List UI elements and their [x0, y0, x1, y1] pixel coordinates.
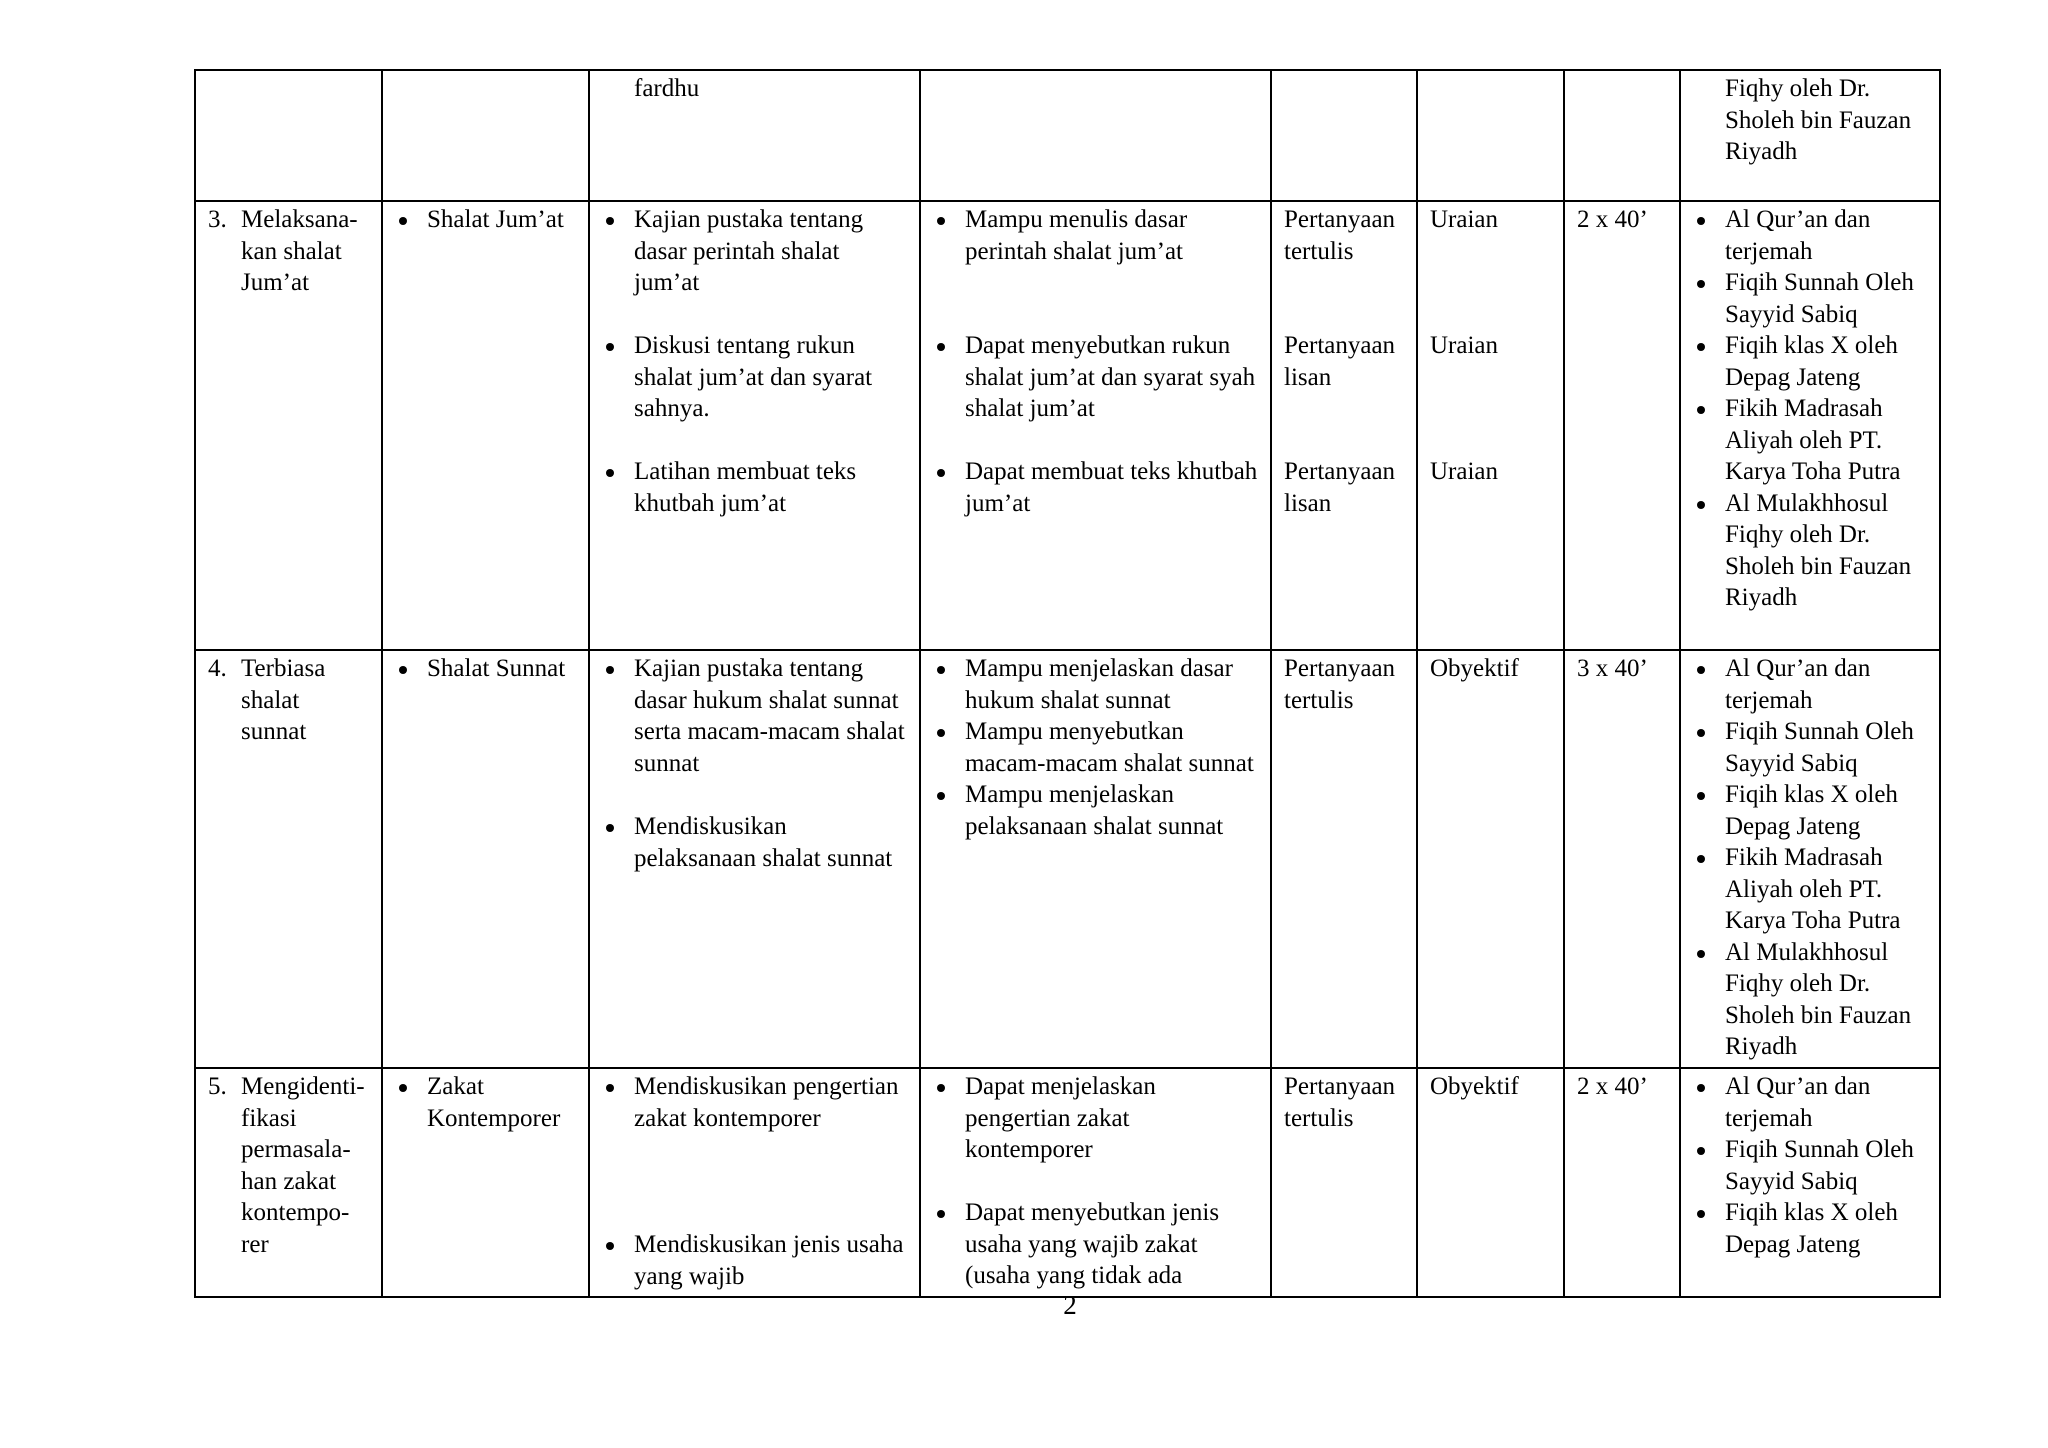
bentuk-item: Uraian: [1430, 332, 1499, 359]
cell-materi: [382, 201, 589, 650]
cell-waktu: [1564, 1068, 1680, 1297]
bentuk-item: Obyektif: [1430, 1073, 1519, 1100]
page-number: 2: [1063, 1290, 1077, 1320]
cell-empty: [1564, 70, 1680, 201]
teknik-item: Pertanyaan lisan: [1284, 458, 1396, 517]
sumber-item: Al Qur’an dan terjemah: [1693, 653, 1927, 716]
teknik-item: Pertanyaan tertulis: [1284, 1073, 1396, 1132]
kompetensi-text: Terbiasa shalat sunnat: [241, 655, 326, 745]
kegiatan-item: Latihan membuat teks khutbah jum’at: [602, 456, 907, 519]
indikator-item: Dapat menjelaskan pengertian zakat kontemporer: [933, 1071, 1258, 1197]
sumber-item: Al Mulakhhosul Fiqhy oleh Dr. Sholeh bin Fauzan Riyadh: [1693, 937, 1927, 1063]
kompetensi-text: Mengidenti-fikasi permasala-han zakat kontempo-rer: [241, 1073, 365, 1258]
syllabus-table: [194, 69, 1941, 1298]
materi-item: Shalat Sunnat: [395, 653, 576, 685]
indikator-item: Mampu menjelaskan dasar hukum shalat sunnat: [933, 653, 1258, 716]
cell-kompetensi: [195, 201, 382, 650]
cell-empty: [920, 70, 1271, 201]
cell-kompetensi: [195, 1068, 382, 1297]
bentuk-item: Uraian: [1430, 206, 1499, 233]
cell-empty: [195, 70, 382, 201]
table-row-continuation: [195, 70, 1940, 201]
table-row: [195, 650, 1940, 1068]
waktu-text: 2 x 40’: [1577, 206, 1648, 233]
cell-waktu: [1564, 201, 1680, 650]
kegiatan-item: Mendiskusikan pengertian zakat kontemporer: [602, 1071, 907, 1229]
cell-empty: [382, 70, 589, 201]
cell-sumber: [1680, 201, 1940, 650]
sumber-item: Fiqih klas X oleh Depag Jateng: [1693, 1197, 1927, 1260]
bentuk-item: Obyektif: [1430, 655, 1519, 682]
materi-item: Zakat Kontemporer: [395, 1071, 576, 1134]
indikator-item: Mampu menyebutkan macam-macam shalat sunnat: [933, 716, 1258, 779]
kegiatan-item: Diskusi tentang rukun shalat jum’at dan syarat sahnya.: [602, 330, 907, 456]
cell-teknik: [1271, 1068, 1417, 1297]
row-number: 4.: [208, 655, 227, 682]
table-row: [195, 201, 1940, 650]
waktu-text: 3 x 40’: [1577, 655, 1648, 682]
sumber-item: Al Mulakhhosul Fiqhy oleh Dr. Sholeh bin Fauzan Riyadh: [1693, 488, 1927, 614]
cell-bentuk: [1417, 650, 1564, 1068]
cell-teknik: [1271, 201, 1417, 650]
cell-empty: [1271, 70, 1417, 201]
cell-sumber: [1680, 650, 1940, 1068]
row-number: 5.: [208, 1073, 227, 1100]
indikator-item: Mampu menjelaskan pelaksanaan shalat sunnat: [933, 779, 1258, 842]
cell-teknik: [1271, 650, 1417, 1068]
row-number: 3.: [208, 206, 227, 233]
sumber-item: Fiqih Sunnah Oleh Sayyid Sabiq: [1693, 716, 1927, 779]
sumber-item: Fiqih Sunnah Oleh Sayyid Sabiq: [1693, 267, 1927, 330]
sumber-item: Fiqih klas X oleh Depag Jateng: [1693, 779, 1927, 842]
materi-item: Shalat Jum’at: [395, 204, 576, 236]
cell-indikator: [920, 650, 1271, 1068]
cell-bentuk: [1417, 201, 1564, 650]
cell-sumber: [1680, 70, 1940, 201]
teknik-item: Pertanyaan tertulis: [1284, 655, 1396, 714]
indikator-item: Mampu menulis dasar perintah shalat jum’at: [933, 204, 1258, 330]
teknik-item: Pertanyaan tertulis: [1284, 206, 1396, 265]
indikator-item: Dapat menyebutkan rukun shalat jum’at dan syarat syah shalat jum’at: [933, 330, 1258, 456]
cell-kegiatan: [589, 201, 920, 650]
sumber-item: Al Qur’an dan terjemah: [1693, 1071, 1927, 1134]
cell-waktu: [1564, 650, 1680, 1068]
kegiatan-item: Mendiskusikan jenis usaha yang wajib: [602, 1229, 907, 1292]
indikator-item: Dapat menyebutkan jenis usaha yang wajib zakat (usaha yang tidak ada: [933, 1197, 1258, 1292]
cell-indikator: [920, 1068, 1271, 1297]
kegiatan-item: Kajian pustaka tentang dasar perintah shalat jum’at: [602, 204, 907, 330]
cell-kompetensi: [195, 650, 382, 1068]
cell-empty: [1417, 70, 1564, 201]
indikator-item: Dapat membuat teks khutbah jum’at: [933, 456, 1258, 519]
kompetensi-text: Melaksana-kan shalat Jum’at: [241, 206, 358, 296]
cell-materi: [382, 650, 589, 1068]
cell-sumber: [1680, 1068, 1940, 1297]
kegiatan-text: fardhu: [634, 75, 700, 102]
table-row: [195, 1068, 1940, 1297]
kegiatan-item: Mendiskusikan pelaksanaan shalat sunnat: [602, 811, 907, 874]
kegiatan-item: Kajian pustaka tentang dasar hukum shalat sunnat serta macam-macam shalat sunnat: [602, 653, 907, 811]
sumber-item: Al Qur’an dan terjemah: [1693, 204, 1927, 267]
waktu-text: 2 x 40’: [1577, 1073, 1648, 1100]
cell-kegiatan: [589, 1068, 920, 1297]
cell-kegiatan: [589, 650, 920, 1068]
cell-indikator: [920, 201, 1271, 650]
sumber-text: Fiqhy oleh Dr. Sholeh bin Fauzan Riyadh: [1725, 75, 1912, 165]
teknik-item: Pertanyaan lisan: [1284, 332, 1396, 391]
sumber-item: Fiqih klas X oleh Depag Jateng: [1693, 330, 1927, 393]
cell-bentuk: [1417, 1068, 1564, 1297]
sumber-item: Fikih Madrasah Aliyah oleh PT. Karya Toha Putra: [1693, 393, 1927, 488]
sumber-item: Fiqih Sunnah Oleh Sayyid Sabiq: [1693, 1134, 1927, 1197]
sumber-item: Fikih Madrasah Aliyah oleh PT. Karya Toha Putra: [1693, 842, 1927, 937]
cell-materi: [382, 1068, 589, 1297]
cell-kegiatan: [589, 70, 920, 201]
bentuk-item: Uraian: [1430, 458, 1499, 485]
